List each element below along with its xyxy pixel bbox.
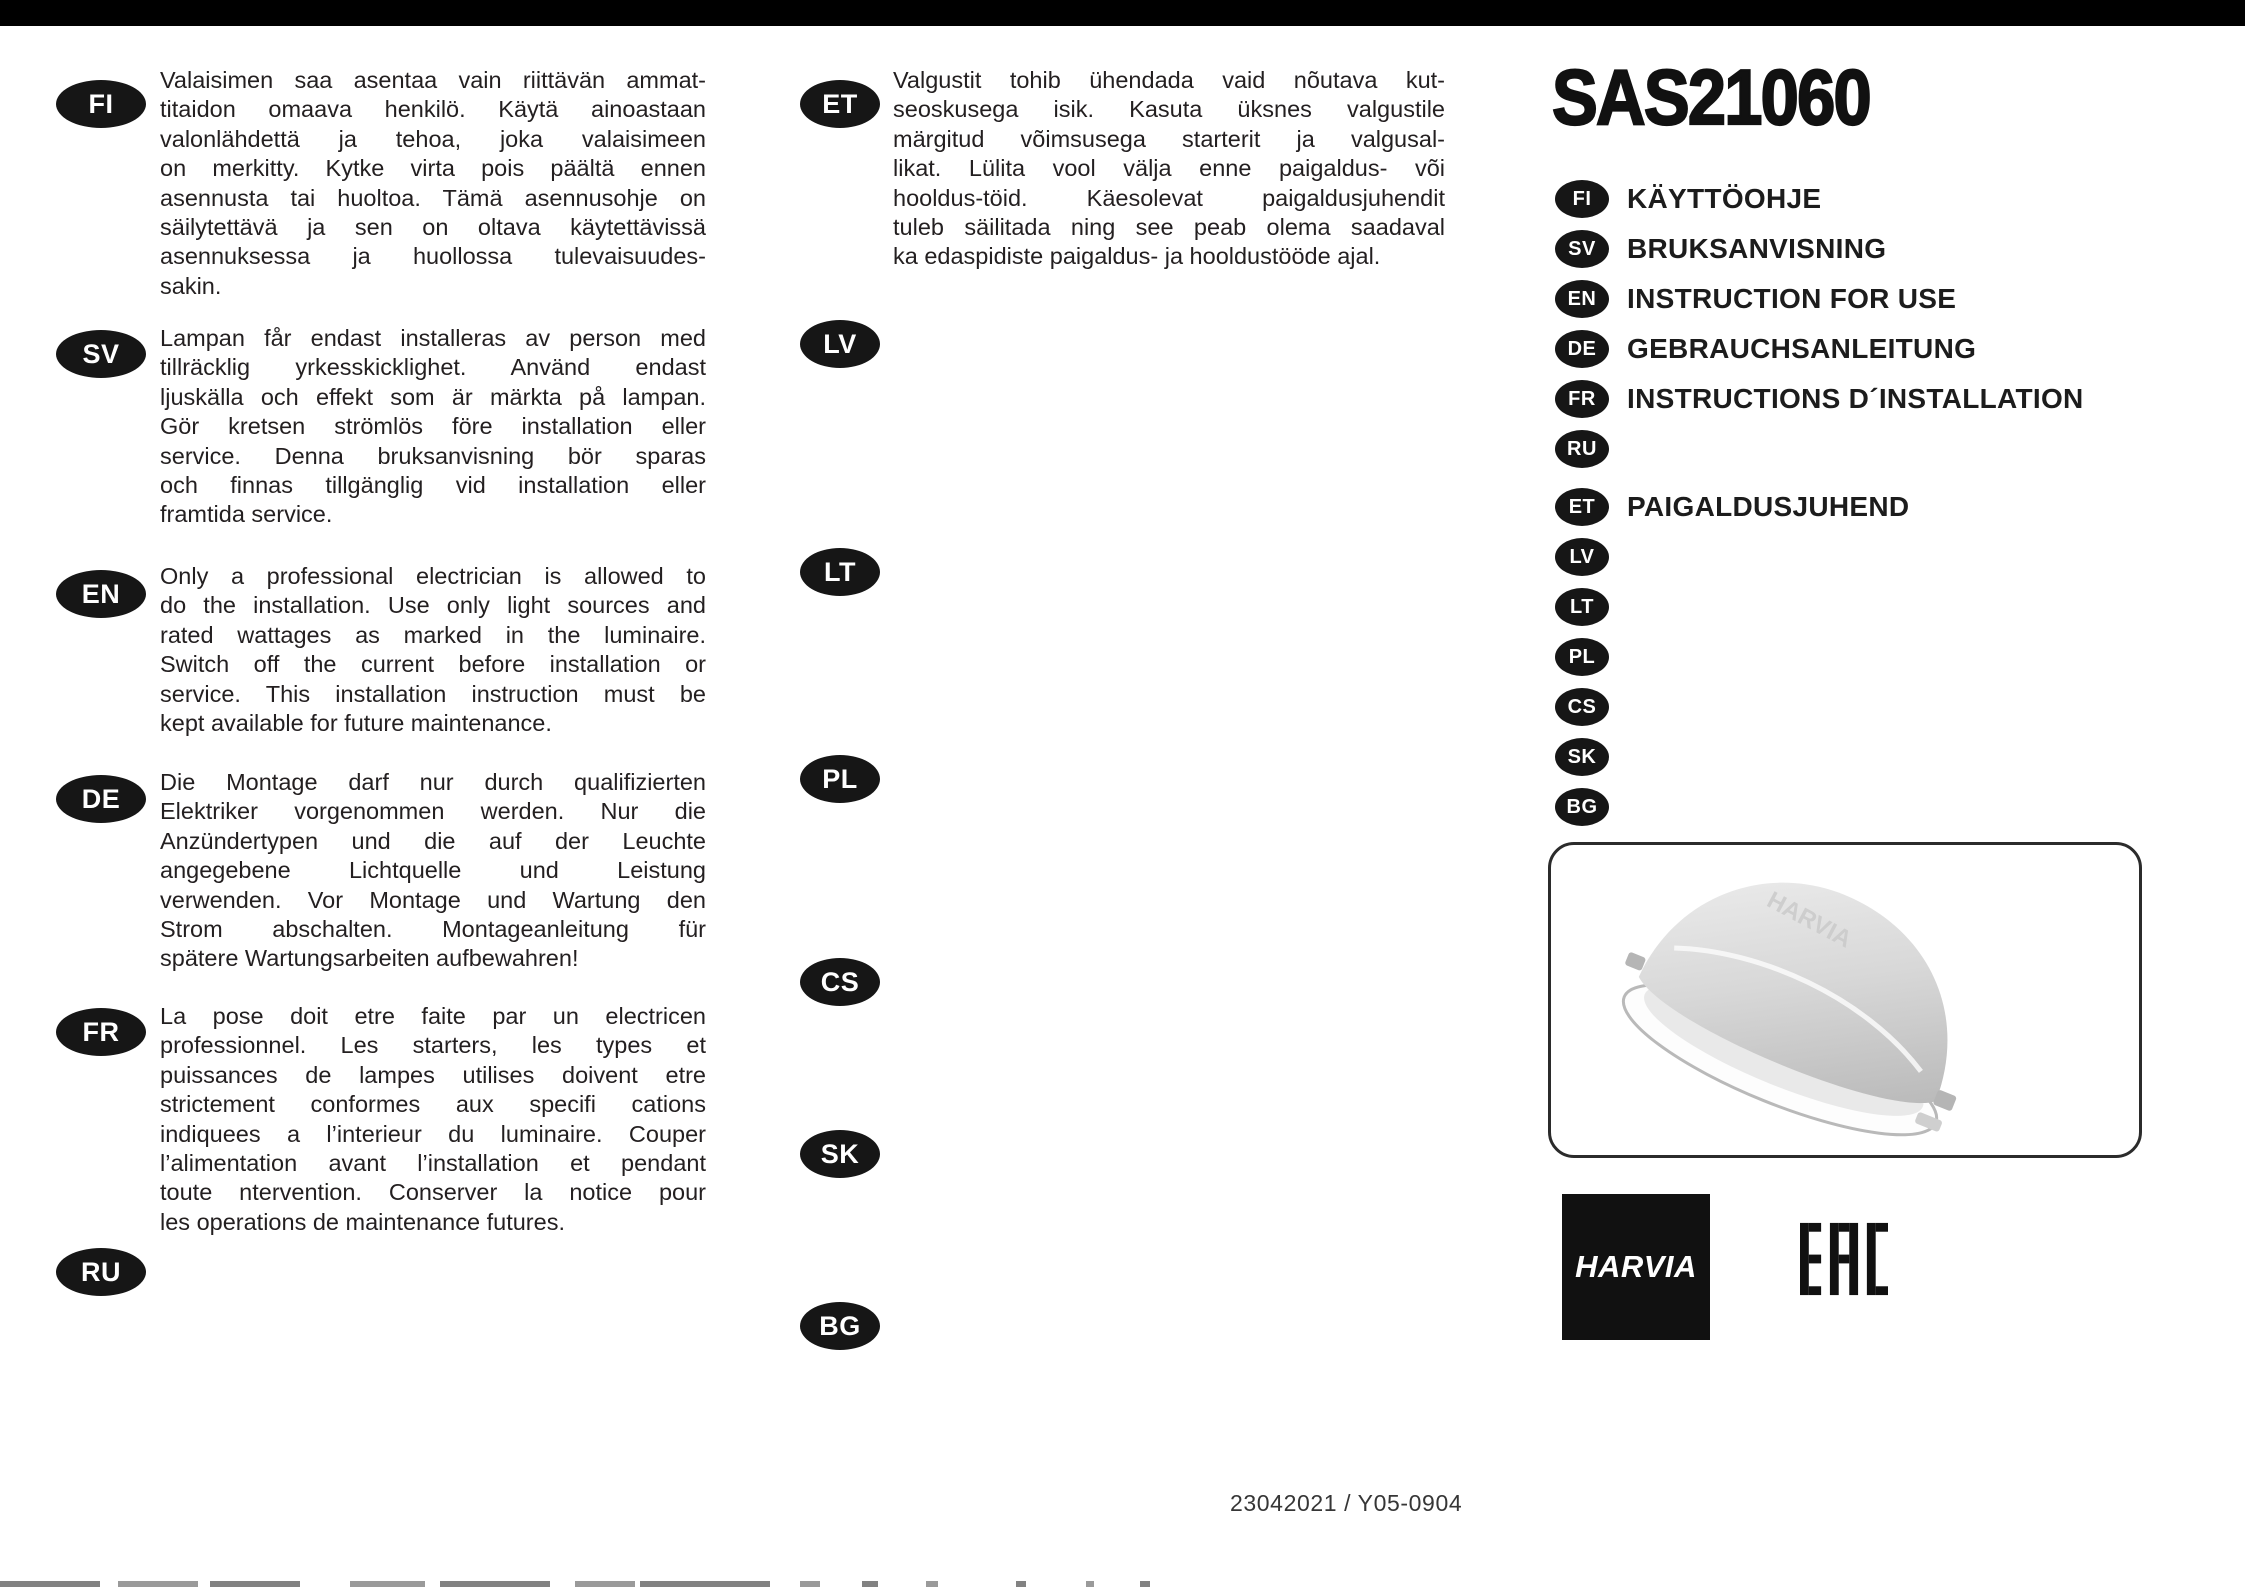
language-badge-ru: RU: [1555, 430, 1609, 468]
manual-title-label: KÄYTTÖOHJE: [1627, 183, 1822, 214]
instruction-line: sakin.: [160, 272, 222, 299]
instruction-line: Die Montage darf nur durch qualifizierten: [160, 769, 706, 795]
scan-fragment: [862, 1581, 878, 1587]
instruction-line: do the installation. Use only light sources and: [160, 592, 706, 619]
manual-title-row-cs: [1555, 688, 1609, 726]
language-badge-fi: FI: [56, 80, 146, 128]
manual-title-label: GEBRAUCHSANLEITUNG: [1627, 333, 1977, 364]
instruction-line: toute ntervention. Conserver la notice pour: [160, 1179, 706, 1206]
scan-fragment: [440, 1581, 550, 1587]
language-badge-pl: PL: [800, 755, 880, 803]
manual-title-label: PAIGALDUSJUHEND: [1627, 491, 1910, 522]
instruction-line: säilytettävä ja sen on oltava käytettävissä: [160, 214, 706, 241]
svg-text:HARVIA: HARVIA: [1762, 886, 1857, 954]
scan-fragment: [575, 1581, 635, 1587]
instruction-line: märgitud võimsusega starterit ja valgusal-: [893, 125, 1445, 152]
instruction-paragraph-et: [893, 66, 1445, 272]
instruction-paragraph-sv: [160, 324, 706, 530]
manual-title-row-fr: [1555, 380, 2084, 418]
instruction-line: hooldus-töid. Käesolevat paigaldusjuhendit: [893, 184, 1445, 211]
manual-title-row-de: [1555, 330, 1976, 368]
manual-title-row-sk: [1555, 738, 1609, 776]
scan-fragment: [926, 1581, 938, 1587]
harvia-logo: [1562, 1194, 1710, 1340]
language-badge-sk: SK: [1555, 738, 1609, 776]
scan-fragment: [1016, 1581, 1026, 1587]
product-photo-sauna-light: [1551, 845, 2139, 1155]
instruction-line: Valaisimen saa asentaa vain riittävän ammat-: [160, 67, 706, 93]
product-photo-frame: [1548, 842, 2142, 1158]
instruction-line: rated wattages as marked in the luminaire.: [160, 621, 706, 648]
language-badge-de: DE: [1555, 330, 1609, 368]
scan-fragment: [1140, 1581, 1150, 1587]
instruction-paragraph-fi: [160, 66, 706, 301]
instruction-line: l’alimentation avant l’installation et pendant: [160, 1150, 706, 1177]
instruction-line: tillräcklig yrkesskicklighet. Använd endast: [160, 354, 706, 381]
instruction-line: Strom abschalten. Montageanleitung für: [160, 916, 706, 943]
scan-fragment: [210, 1581, 300, 1587]
manual-title-row-et: [1555, 488, 1909, 526]
instruction-line: angegebene Lichtquelle und Leistung: [160, 857, 706, 884]
language-badge-fr: FR: [56, 1008, 146, 1056]
instruction-line: Elektriker vorgenommen werden. Nur die: [160, 798, 706, 825]
instruction-line: Switch off the current before installation or: [160, 651, 706, 678]
manual-title-label: INSTRUCTIONS D´INSTALLATION: [1627, 383, 2084, 414]
instruction-line: ljuskälla och effekt som är märkta på lampan.: [160, 383, 706, 410]
instruction-line: titaidon omaava henkilö. Käytä ainoastaan: [160, 96, 706, 123]
language-badge-lt: LT: [1555, 588, 1609, 626]
instruction-line: Only a professional electrician is allowed to: [160, 563, 706, 589]
language-badge-cs: CS: [1555, 688, 1609, 726]
manual-title-row-en: [1555, 280, 1956, 318]
manual-title-row-ru: [1555, 430, 1609, 468]
instruction-paragraph-en: [160, 562, 706, 738]
scan-fragment: [118, 1581, 198, 1587]
language-badge-bg: BG: [1555, 788, 1609, 826]
instruction-line: och finnas tillgänglig vid installation eller: [160, 472, 706, 499]
instruction-line: Gör kretsen strömlös före installation eller: [160, 413, 706, 440]
instruction-line: framtida service.: [160, 501, 333, 528]
instruction-line: ka edaspidiste paigaldus- ja hooldustööde ajal.: [893, 243, 1381, 270]
language-badge-pl: PL: [1555, 638, 1609, 676]
instruction-line: on merkitty. Kytke virta pois päältä ennen: [160, 155, 706, 182]
language-badge-lv: LV: [1555, 538, 1609, 576]
language-badge-bg: BG: [800, 1302, 880, 1350]
language-badge-lv: LV: [800, 320, 880, 368]
language-badge-cs: CS: [800, 958, 880, 1006]
instruction-paragraph-fr: [160, 1002, 706, 1237]
instruction-line: valonlähdettä ja tehoa, joka valaisimeen: [160, 125, 706, 152]
eac-certification-mark: [1800, 1218, 1888, 1300]
product-model-title: SAS21060: [1552, 53, 1870, 141]
language-badge-fr: FR: [1555, 380, 1609, 418]
instruction-line: tuleb säilitada ning see peab olema saadaval: [893, 214, 1445, 241]
instruction-line: asennusta tai huoltoa. Tämä asennusohje on: [160, 184, 706, 211]
instruction-line: les operations de maintenance futures.: [160, 1208, 565, 1235]
instruction-line: professionnel. Les starters, les types et: [160, 1032, 706, 1059]
manual-title-label: INSTRUCTION FOR USE: [1627, 283, 1957, 314]
language-badge-en: EN: [1555, 280, 1609, 318]
instruction-line: seoskusega isik. Kasuta üksnes valgustile: [893, 96, 1445, 123]
language-badge-en: EN: [56, 570, 146, 618]
manual-title-row-bg: [1555, 788, 1609, 826]
language-badge-fi: FI: [1555, 180, 1609, 218]
instruction-line: asennuksessa ja huollossa tulevaisuudes-: [160, 243, 706, 270]
language-badge-et: ET: [800, 80, 880, 128]
manual-title-row-pl: [1555, 638, 1609, 676]
instruction-line: verwenden. Vor Montage und Wartung den: [160, 886, 706, 913]
scan-fragment: [800, 1581, 820, 1587]
language-badge-sv: SV: [56, 330, 146, 378]
instruction-line: spätere Wartungsarbeiten aufbewahren!: [160, 945, 579, 972]
instruction-line: puissances de lampes utilises doivent etre: [160, 1061, 706, 1088]
instruction-paragraph-de: [160, 768, 706, 974]
manual-title-row-fi: [1555, 180, 1821, 218]
harvia-logo-text: HARVIA: [1575, 1249, 1697, 1284]
scan-edge-top-bar: [0, 0, 2245, 26]
manual-title-row-sv: [1555, 230, 1886, 268]
manual-title-label: BRUKSANVISNING: [1627, 233, 1887, 264]
language-badge-et: ET: [1555, 488, 1609, 526]
manual-title-row-lt: [1555, 588, 1609, 626]
scan-fragment: [0, 1581, 100, 1587]
scan-fragment: [640, 1581, 770, 1587]
manual-title-row-lv: [1555, 538, 1609, 576]
instruction-line: Valgustit tohib ühendada vaid nõutava kut-: [893, 67, 1445, 93]
language-badge-lt: LT: [800, 548, 880, 596]
instruction-line: Lampan får endast installeras av person med: [160, 325, 706, 351]
instruction-line: strictement conformes aux specifi cations: [160, 1091, 706, 1118]
document-number: 23042021 / Y05-0904: [1230, 1490, 1463, 1516]
instruction-line: La pose doit etre faite par un electricen: [160, 1003, 706, 1029]
language-badge-ru: RU: [56, 1248, 146, 1296]
instruction-line: Anzündertypen und die auf der Leuchte: [160, 827, 706, 854]
instruction-line: kept available for future maintenance.: [160, 710, 552, 737]
instruction-line: service. This installation instruction must be: [160, 680, 706, 707]
language-badge-sk: SK: [800, 1130, 880, 1178]
language-badge-de: DE: [56, 775, 146, 823]
scan-fragment: [1086, 1581, 1094, 1587]
instruction-line: service. Denna bruksanvisning bör sparas: [160, 442, 706, 469]
instruction-line: likat. Lülita vool välja enne paigaldus- või: [893, 155, 1445, 182]
instruction-line: indiquees a l’interieur du luminaire. Couper: [160, 1120, 706, 1147]
scan-fragment: [350, 1581, 425, 1587]
language-badge-sv: SV: [1555, 230, 1609, 268]
